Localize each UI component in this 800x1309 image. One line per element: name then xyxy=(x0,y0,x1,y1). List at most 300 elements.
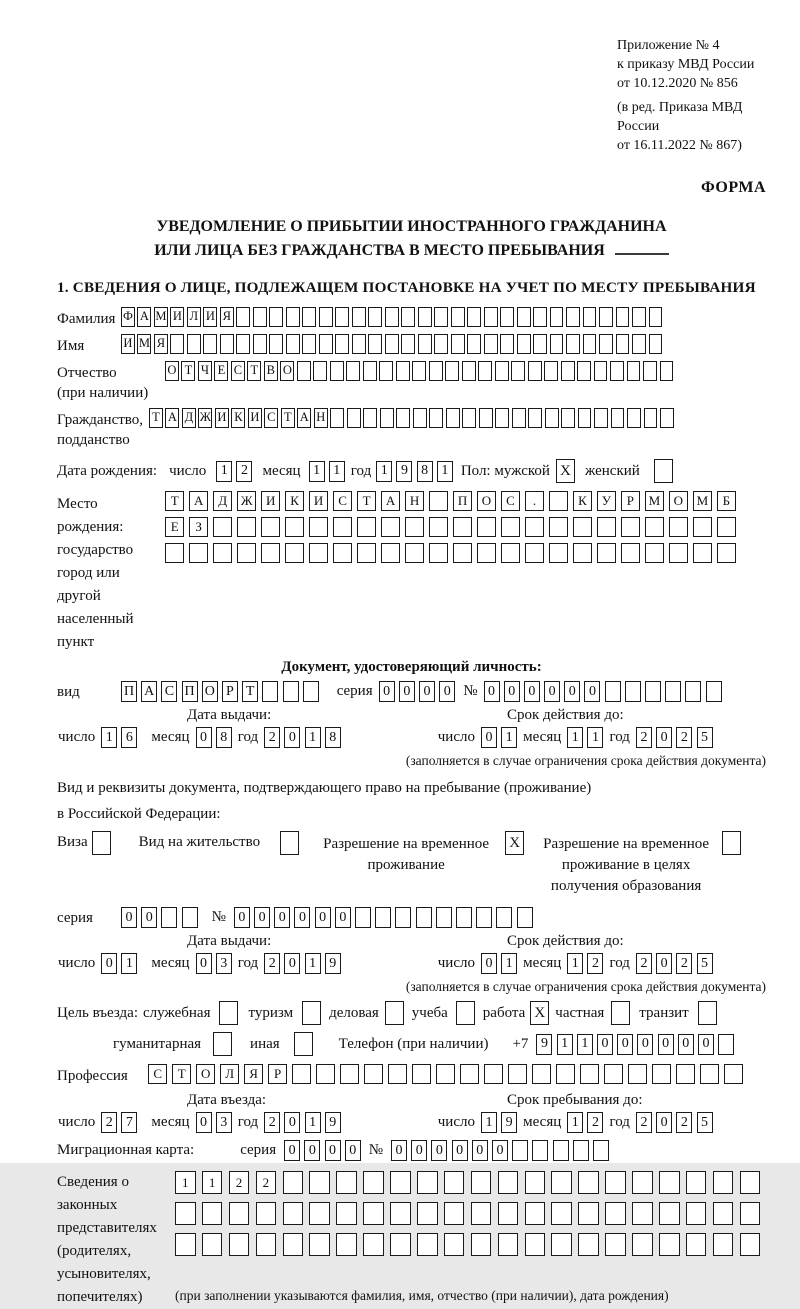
char-cell[interactable]: О xyxy=(202,681,218,702)
char-cell[interactable] xyxy=(213,543,232,563)
char-cell[interactable]: А xyxy=(381,491,400,511)
char-cell[interactable]: 1 xyxy=(567,953,583,974)
doc-issue-day[interactable] xyxy=(101,727,137,748)
sex-female-checkbox[interactable] xyxy=(654,459,673,483)
char-cell[interactable] xyxy=(467,307,481,327)
char-cell[interactable]: Ж xyxy=(198,408,212,428)
char-cell[interactable] xyxy=(511,361,525,381)
char-cell[interactable]: 0 xyxy=(196,953,212,974)
char-cell[interactable]: П xyxy=(121,681,137,702)
char-cell[interactable]: 3 xyxy=(216,1112,232,1133)
char-cell[interactable] xyxy=(484,307,498,327)
char-cell[interactable]: 1 xyxy=(501,727,517,748)
char-cell[interactable] xyxy=(286,307,300,327)
char-cell[interactable] xyxy=(525,517,544,537)
char-cell[interactable]: 1 xyxy=(121,953,137,974)
char-cell[interactable]: 0 xyxy=(431,1140,447,1161)
mc-series-boxes[interactable] xyxy=(284,1140,361,1161)
char-cell[interactable] xyxy=(390,1233,411,1256)
char-cell[interactable] xyxy=(283,1171,304,1194)
char-cell[interactable] xyxy=(357,517,376,537)
char-cell[interactable] xyxy=(283,681,299,702)
rdoc-valid-year[interactable] xyxy=(636,953,713,974)
char-cell[interactable] xyxy=(436,1064,455,1084)
char-cell[interactable] xyxy=(396,408,410,428)
char-cell[interactable]: 0 xyxy=(254,907,270,928)
rdoc-series-boxes[interactable] xyxy=(121,907,198,928)
char-cell[interactable] xyxy=(525,543,544,563)
char-cell[interactable]: 0 xyxy=(234,907,250,928)
char-cell[interactable] xyxy=(495,361,509,381)
char-cell[interactable] xyxy=(550,334,564,354)
char-cell[interactable] xyxy=(532,1064,551,1084)
rdoc-number-boxes[interactable] xyxy=(234,907,533,928)
char-cell[interactable]: И xyxy=(309,491,328,511)
char-cell[interactable] xyxy=(594,408,608,428)
char-cell[interactable] xyxy=(444,1233,465,1256)
char-cell[interactable] xyxy=(593,1140,609,1161)
char-cell[interactable] xyxy=(533,307,547,327)
char-cell[interactable] xyxy=(451,307,465,327)
char-cell[interactable] xyxy=(202,1202,223,1225)
char-cell[interactable] xyxy=(292,1064,311,1084)
profession-boxes[interactable] xyxy=(148,1064,743,1084)
char-cell[interactable] xyxy=(462,361,476,381)
char-cell[interactable]: П xyxy=(182,681,198,702)
char-cell[interactable] xyxy=(616,307,630,327)
char-cell[interactable] xyxy=(381,543,400,563)
char-cell[interactable] xyxy=(417,1171,438,1194)
char-cell[interactable] xyxy=(364,1064,383,1084)
char-cell[interactable] xyxy=(319,334,333,354)
char-cell[interactable]: Т xyxy=(281,408,295,428)
char-cell[interactable]: 0 xyxy=(481,953,497,974)
purpose-commercial-checkbox[interactable] xyxy=(385,1001,404,1025)
char-cell[interactable] xyxy=(597,517,616,537)
char-cell[interactable]: Б xyxy=(717,491,736,511)
char-cell[interactable]: 1 xyxy=(376,461,392,482)
char-cell[interactable]: Л xyxy=(187,307,201,327)
char-cell[interactable] xyxy=(363,1233,384,1256)
char-cell[interactable]: 0 xyxy=(284,727,300,748)
char-cell[interactable]: О xyxy=(196,1064,215,1084)
char-cell[interactable] xyxy=(659,1171,680,1194)
char-cell[interactable] xyxy=(583,334,597,354)
char-cell[interactable] xyxy=(316,1064,335,1084)
char-cell[interactable] xyxy=(429,517,448,537)
char-cell[interactable]: 0 xyxy=(294,907,310,928)
until-year[interactable] xyxy=(636,1112,713,1133)
rdoc-issue-day[interactable] xyxy=(101,953,137,974)
char-cell[interactable] xyxy=(604,1064,623,1084)
char-cell[interactable]: 0 xyxy=(472,1140,488,1161)
char-cell[interactable]: 0 xyxy=(335,907,351,928)
char-cell[interactable] xyxy=(632,1202,653,1225)
char-cell[interactable]: 2 xyxy=(264,727,280,748)
char-cell[interactable] xyxy=(446,408,460,428)
citizenship-boxes[interactable] xyxy=(149,408,674,428)
char-cell[interactable] xyxy=(309,1171,330,1194)
char-cell[interactable] xyxy=(396,361,410,381)
char-cell[interactable]: О xyxy=(477,491,496,511)
char-cell[interactable]: 9 xyxy=(501,1112,517,1133)
char-cell[interactable] xyxy=(686,1171,707,1194)
char-cell[interactable] xyxy=(302,1001,321,1025)
char-cell[interactable]: 2 xyxy=(256,1171,277,1194)
char-cell[interactable] xyxy=(659,1233,680,1256)
char-cell[interactable]: X xyxy=(556,459,575,483)
char-cell[interactable] xyxy=(500,334,514,354)
char-cell[interactable] xyxy=(261,543,280,563)
birth-place-boxes-row1[interactable] xyxy=(165,491,736,511)
birth-year-boxes[interactable] xyxy=(376,461,453,482)
char-cell[interactable] xyxy=(294,1032,313,1056)
char-cell[interactable]: 0 xyxy=(304,1140,320,1161)
visa-checkbox[interactable] xyxy=(92,831,111,855)
char-cell[interactable] xyxy=(713,1171,734,1194)
char-cell[interactable]: Т xyxy=(242,681,258,702)
char-cell[interactable] xyxy=(280,831,299,855)
char-cell[interactable]: 1 xyxy=(577,1034,593,1055)
char-cell[interactable]: 2 xyxy=(264,953,280,974)
char-cell[interactable] xyxy=(717,543,736,563)
char-cell[interactable]: А xyxy=(165,408,179,428)
char-cell[interactable]: 8 xyxy=(417,461,433,482)
purpose-other-checkbox[interactable] xyxy=(294,1032,313,1056)
char-cell[interactable]: А xyxy=(297,408,311,428)
purpose-business-checkbox[interactable] xyxy=(219,1001,238,1025)
char-cell[interactable]: 2 xyxy=(101,1112,117,1133)
char-cell[interactable]: 0 xyxy=(391,1140,407,1161)
char-cell[interactable]: 2 xyxy=(676,1112,692,1133)
char-cell[interactable] xyxy=(297,361,311,381)
char-cell[interactable] xyxy=(649,334,663,354)
char-cell[interactable]: И xyxy=(203,307,217,327)
char-cell[interactable] xyxy=(549,543,568,563)
char-cell[interactable] xyxy=(462,408,476,428)
char-cell[interactable]: Р xyxy=(621,491,640,511)
char-cell[interactable] xyxy=(605,1171,626,1194)
char-cell[interactable] xyxy=(627,361,641,381)
char-cell[interactable] xyxy=(693,517,712,537)
char-cell[interactable]: 7 xyxy=(121,1112,137,1133)
char-cell[interactable]: Я xyxy=(220,307,234,327)
char-cell[interactable] xyxy=(170,334,184,354)
entry-month[interactable] xyxy=(196,1112,232,1133)
char-cell[interactable] xyxy=(92,831,111,855)
entry-day[interactable] xyxy=(101,1112,137,1133)
char-cell[interactable] xyxy=(309,1233,330,1256)
char-cell[interactable]: 2 xyxy=(676,953,692,974)
char-cell[interactable] xyxy=(412,361,426,381)
char-cell[interactable] xyxy=(375,907,391,928)
char-cell[interactable] xyxy=(202,1233,223,1256)
char-cell[interactable]: Д xyxy=(182,408,196,428)
char-cell[interactable]: Р xyxy=(222,681,238,702)
char-cell[interactable] xyxy=(175,1233,196,1256)
char-cell[interactable] xyxy=(467,334,481,354)
char-cell[interactable] xyxy=(335,307,349,327)
char-cell[interactable]: У xyxy=(597,491,616,511)
char-cell[interactable] xyxy=(740,1171,761,1194)
char-cell[interactable] xyxy=(611,408,625,428)
char-cell[interactable] xyxy=(401,307,415,327)
char-cell[interactable] xyxy=(336,1171,357,1194)
char-cell[interactable]: С xyxy=(501,491,520,511)
title-blank-line[interactable] xyxy=(615,243,669,255)
doc-issue-year[interactable] xyxy=(264,727,341,748)
char-cell[interactable] xyxy=(405,543,424,563)
char-cell[interactable]: 0 xyxy=(564,681,580,702)
char-cell[interactable] xyxy=(676,1064,695,1084)
char-cell[interactable]: 1 xyxy=(481,1112,497,1133)
char-cell[interactable] xyxy=(385,334,399,354)
char-cell[interactable] xyxy=(500,307,514,327)
char-cell[interactable] xyxy=(302,307,316,327)
char-cell[interactable] xyxy=(219,1001,238,1025)
char-cell[interactable]: 1 xyxy=(587,727,603,748)
char-cell[interactable] xyxy=(319,307,333,327)
birth-day-boxes[interactable] xyxy=(216,461,252,482)
representatives-boxes-row1[interactable] xyxy=(175,1171,760,1194)
char-cell[interactable] xyxy=(352,334,366,354)
char-cell[interactable] xyxy=(665,681,681,702)
char-cell[interactable] xyxy=(484,334,498,354)
char-cell[interactable]: С xyxy=(231,361,245,381)
char-cell[interactable]: Т xyxy=(172,1064,191,1084)
char-cell[interactable] xyxy=(551,1233,572,1256)
char-cell[interactable]: 0 xyxy=(698,1034,714,1055)
char-cell[interactable] xyxy=(654,459,673,483)
char-cell[interactable]: С xyxy=(148,1064,167,1084)
char-cell[interactable] xyxy=(605,1233,626,1256)
char-cell[interactable] xyxy=(451,334,465,354)
char-cell[interactable]: 0 xyxy=(379,681,395,702)
char-cell[interactable] xyxy=(313,361,327,381)
char-cell[interactable] xyxy=(645,681,661,702)
char-cell[interactable] xyxy=(357,543,376,563)
char-cell[interactable] xyxy=(237,543,256,563)
char-cell[interactable] xyxy=(478,361,492,381)
char-cell[interactable]: 0 xyxy=(411,1140,427,1161)
char-cell[interactable] xyxy=(340,1064,359,1084)
char-cell[interactable]: 9 xyxy=(325,1112,341,1133)
char-cell[interactable] xyxy=(573,1140,589,1161)
char-cell[interactable]: К xyxy=(231,408,245,428)
char-cell[interactable]: 1 xyxy=(501,953,517,974)
char-cell[interactable] xyxy=(685,681,701,702)
char-cell[interactable] xyxy=(336,1233,357,1256)
char-cell[interactable] xyxy=(256,1233,277,1256)
char-cell[interactable] xyxy=(632,1233,653,1256)
char-cell[interactable]: 2 xyxy=(587,1112,603,1133)
char-cell[interactable] xyxy=(237,517,256,537)
purpose-humanitarian-checkbox[interactable] xyxy=(213,1032,232,1056)
char-cell[interactable] xyxy=(573,543,592,563)
char-cell[interactable]: 2 xyxy=(587,953,603,974)
char-cell[interactable]: 1 xyxy=(202,1171,223,1194)
char-cell[interactable] xyxy=(525,1171,546,1194)
char-cell[interactable] xyxy=(477,543,496,563)
char-cell[interactable]: 5 xyxy=(697,727,713,748)
doc-issue-month[interactable] xyxy=(196,727,232,748)
char-cell[interactable] xyxy=(551,1202,572,1225)
char-cell[interactable] xyxy=(577,361,591,381)
char-cell[interactable] xyxy=(236,334,250,354)
char-cell[interactable]: 1 xyxy=(216,461,232,482)
char-cell[interactable]: 0 xyxy=(544,681,560,702)
char-cell[interactable]: 0 xyxy=(678,1034,694,1055)
char-cell[interactable]: 0 xyxy=(399,681,415,702)
char-cell[interactable] xyxy=(262,681,278,702)
char-cell[interactable]: 9 xyxy=(325,953,341,974)
char-cell[interactable] xyxy=(532,1140,548,1161)
char-cell[interactable] xyxy=(363,408,377,428)
char-cell[interactable] xyxy=(363,1171,384,1194)
char-cell[interactable] xyxy=(336,1202,357,1225)
char-cell[interactable]: Ф xyxy=(121,307,135,327)
rdoc-valid-day[interactable] xyxy=(481,953,517,974)
char-cell[interactable] xyxy=(471,1233,492,1256)
char-cell[interactable]: 0 xyxy=(439,681,455,702)
char-cell[interactable]: 2 xyxy=(636,1112,652,1133)
char-cell[interactable] xyxy=(302,334,316,354)
char-cell[interactable] xyxy=(551,1171,572,1194)
char-cell[interactable]: Т xyxy=(357,491,376,511)
char-cell[interactable] xyxy=(561,408,575,428)
char-cell[interactable]: О xyxy=(280,361,294,381)
residence-permit-checkbox[interactable] xyxy=(280,831,299,855)
char-cell[interactable] xyxy=(525,1233,546,1256)
char-cell[interactable] xyxy=(203,334,217,354)
char-cell[interactable] xyxy=(659,1202,680,1225)
char-cell[interactable]: . xyxy=(525,491,544,511)
purpose-transit-checkbox[interactable] xyxy=(698,1001,717,1025)
char-cell[interactable] xyxy=(700,1064,719,1084)
char-cell[interactable]: 1 xyxy=(101,727,117,748)
char-cell[interactable]: П xyxy=(453,491,472,511)
char-cell[interactable]: 0 xyxy=(617,1034,633,1055)
char-cell[interactable]: 1 xyxy=(305,953,321,974)
char-cell[interactable]: 1 xyxy=(557,1034,573,1055)
char-cell[interactable] xyxy=(517,907,533,928)
char-cell[interactable]: 0 xyxy=(196,1112,212,1133)
char-cell[interactable] xyxy=(517,307,531,327)
doc-type-boxes[interactable] xyxy=(121,681,319,702)
char-cell[interactable] xyxy=(429,361,443,381)
char-cell[interactable] xyxy=(460,1064,479,1084)
char-cell[interactable] xyxy=(621,517,640,537)
char-cell[interactable]: Е xyxy=(214,361,228,381)
char-cell[interactable] xyxy=(669,517,688,537)
char-cell[interactable]: Я xyxy=(154,334,168,354)
char-cell[interactable] xyxy=(236,307,250,327)
char-cell[interactable]: X xyxy=(505,831,524,855)
char-cell[interactable] xyxy=(533,334,547,354)
char-cell[interactable] xyxy=(381,517,400,537)
char-cell[interactable] xyxy=(740,1202,761,1225)
char-cell[interactable]: 0 xyxy=(274,907,290,928)
char-cell[interactable]: 2 xyxy=(636,727,652,748)
char-cell[interactable] xyxy=(434,307,448,327)
char-cell[interactable] xyxy=(512,1140,528,1161)
char-cell[interactable] xyxy=(498,1233,519,1256)
char-cell[interactable]: З xyxy=(189,517,208,537)
char-cell[interactable]: 0 xyxy=(492,1140,508,1161)
char-cell[interactable]: 0 xyxy=(656,727,672,748)
char-cell[interactable]: 9 xyxy=(396,461,412,482)
char-cell[interactable] xyxy=(413,408,427,428)
char-cell[interactable] xyxy=(632,334,646,354)
char-cell[interactable]: 0 xyxy=(656,953,672,974)
char-cell[interactable] xyxy=(471,1171,492,1194)
doc-series-boxes[interactable] xyxy=(379,681,456,702)
char-cell[interactable] xyxy=(429,491,448,511)
char-cell[interactable] xyxy=(429,543,448,563)
char-cell[interactable] xyxy=(621,543,640,563)
char-cell[interactable] xyxy=(456,1001,475,1025)
char-cell[interactable] xyxy=(625,681,641,702)
char-cell[interactable]: 0 xyxy=(121,907,137,928)
char-cell[interactable] xyxy=(256,1202,277,1225)
char-cell[interactable] xyxy=(453,517,472,537)
char-cell[interactable]: 0 xyxy=(284,953,300,974)
char-cell[interactable] xyxy=(401,334,415,354)
char-cell[interactable] xyxy=(706,681,722,702)
char-cell[interactable]: 1 xyxy=(309,461,325,482)
char-cell[interactable] xyxy=(573,517,592,537)
char-cell[interactable]: X xyxy=(530,1001,549,1025)
char-cell[interactable] xyxy=(578,1202,599,1225)
char-cell[interactable] xyxy=(501,543,520,563)
char-cell[interactable]: К xyxy=(285,491,304,511)
birth-place-boxes-row2[interactable] xyxy=(165,517,736,537)
char-cell[interactable] xyxy=(283,1233,304,1256)
char-cell[interactable] xyxy=(649,307,663,327)
char-cell[interactable] xyxy=(561,361,575,381)
char-cell[interactable] xyxy=(436,907,452,928)
char-cell[interactable] xyxy=(390,1171,411,1194)
char-cell[interactable] xyxy=(253,307,267,327)
char-cell[interactable]: 2 xyxy=(229,1171,250,1194)
char-cell[interactable]: 2 xyxy=(236,461,252,482)
char-cell[interactable]: И xyxy=(121,334,135,354)
char-cell[interactable] xyxy=(445,361,459,381)
char-cell[interactable]: 3 xyxy=(216,953,232,974)
char-cell[interactable] xyxy=(740,1233,761,1256)
char-cell[interactable] xyxy=(456,907,472,928)
edu-permit-checkbox[interactable] xyxy=(722,831,741,855)
char-cell[interactable]: 0 xyxy=(656,1112,672,1133)
char-cell[interactable] xyxy=(578,408,592,428)
char-cell[interactable] xyxy=(368,334,382,354)
char-cell[interactable]: С xyxy=(264,408,278,428)
char-cell[interactable] xyxy=(229,1233,250,1256)
char-cell[interactable]: Т xyxy=(165,491,184,511)
char-cell[interactable] xyxy=(253,334,267,354)
char-cell[interactable]: 0 xyxy=(284,1140,300,1161)
char-cell[interactable] xyxy=(390,1202,411,1225)
char-cell[interactable] xyxy=(330,408,344,428)
doc-valid-day[interactable] xyxy=(481,727,517,748)
char-cell[interactable] xyxy=(605,681,621,702)
char-cell[interactable] xyxy=(495,408,509,428)
char-cell[interactable] xyxy=(477,517,496,537)
char-cell[interactable]: С xyxy=(161,681,177,702)
char-cell[interactable]: 0 xyxy=(481,727,497,748)
char-cell[interactable]: 0 xyxy=(584,681,600,702)
char-cell[interactable]: 0 xyxy=(315,907,331,928)
